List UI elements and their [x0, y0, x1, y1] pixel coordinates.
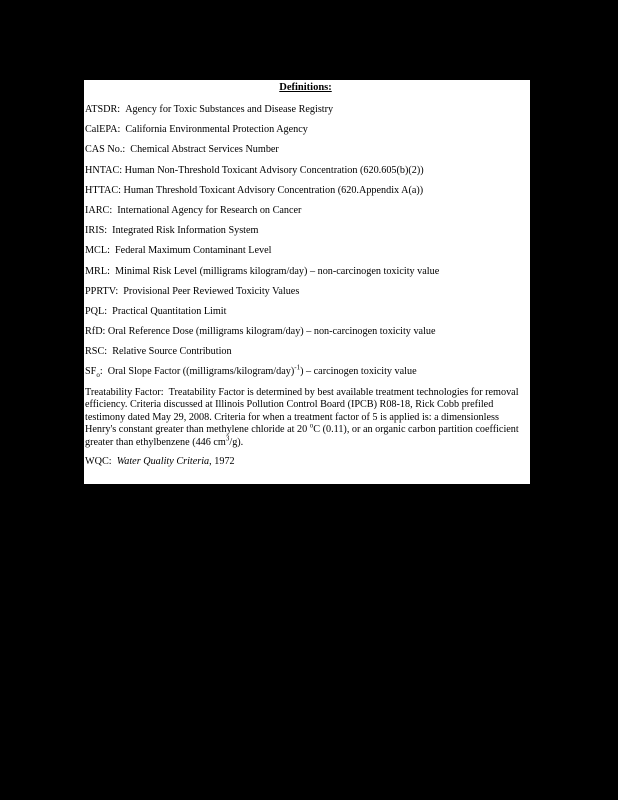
definition-description: Oral Reference Dose (milligrams kilogram/day) – non-carcinogen toxicity value	[107, 326, 436, 338]
definition-description: Federal Maximum Contaminant Level	[115, 245, 272, 257]
definition-term: ATSDR:	[85, 104, 121, 115]
term-main: SF	[85, 366, 97, 378]
definition-term: CalEPA:	[85, 124, 121, 136]
definition-item	[85, 185, 526, 197]
definition-item	[85, 286, 526, 298]
definition-description: International Agency for Research on Cancer	[117, 204, 302, 216]
cubic-superscript: 3	[225, 434, 230, 443]
definition-item	[85, 104, 526, 116]
definition-term: RfD:	[85, 326, 106, 338]
desc-part: C (0.11), or an organic carbon partition coefficient greater than ethylbenzene (446 cm	[85, 424, 519, 448]
definition-term: WQC:	[85, 455, 112, 467]
desc-part: Treatability Factor is determined by best available treatment technologies for removal efficiency. Criteria discussed at Illinois Pollution Control Board (IPCB) R08-18, Rick Cobb prefiled testimony dated May 29, 2008. Criteria for when a treatment factor of 5 is applied is: a dimensionless Henry's constant greater than methylene chloride at 20	[85, 386, 519, 436]
definition-term: PQL:	[85, 305, 108, 317]
definition-description: Provisional Peer Reviewed Toxicity Values	[123, 285, 300, 297]
definition-item	[85, 124, 526, 136]
definition-item	[85, 266, 526, 278]
term-colon: :	[99, 366, 103, 378]
desc-part: Oral Slope Factor ((milligrams/kilogram/day)	[107, 366, 295, 378]
definition-term: MCL:	[85, 245, 110, 257]
definition-description: Human Non-Threshold Toxicant Advisory Concentration (620.605(b)(2))	[124, 164, 424, 176]
definition-item	[85, 165, 526, 177]
definition-term: CAS No.:	[85, 144, 126, 156]
definition-term: HTTAC:	[85, 184, 121, 196]
definitions-list	[85, 104, 526, 468]
definition-item-sfo	[85, 366, 526, 378]
definition-item	[85, 326, 526, 338]
degree-superscript: o	[309, 422, 314, 431]
definition-description: Minimal Risk Level (milligrams kilogram/day) – non-carcinogen toxicity value	[115, 265, 440, 277]
definition-term	[85, 366, 103, 380]
desc-superscript: -1	[294, 364, 301, 373]
definition-description: Human Threshold Toxicant Advisory Concentration (620.Appendix A(a))	[123, 184, 424, 196]
definition-description: Practical Quantitation Limit	[112, 305, 227, 317]
definition-item	[85, 245, 526, 257]
definition-term: Treatability Factor:	[85, 386, 164, 398]
definition-item	[85, 306, 526, 318]
definition-item	[85, 346, 526, 358]
term-subscript: o	[96, 371, 100, 380]
definition-item	[85, 205, 526, 217]
definition-term: IARC:	[85, 204, 113, 216]
definitions-page	[84, 80, 530, 484]
desc-italic-title: Water Quality Criteria	[116, 455, 210, 467]
definition-description: Chemical Abstract Services Number	[130, 144, 279, 156]
definition-term: RSC:	[85, 346, 108, 358]
definition-description: Agency for Toxic Substances and Disease Registry	[125, 104, 334, 115]
definition-term: MRL:	[85, 265, 110, 277]
definition-description: Integrated Risk Information System	[112, 225, 259, 237]
definition-item-wqc	[85, 456, 526, 468]
definition-item	[85, 144, 526, 156]
definition-item	[85, 225, 526, 237]
desc-part: /g).	[229, 437, 244, 448]
desc-part: ) – carcinogen toxicity value	[300, 366, 417, 378]
definition-description: Relative Source Contribution	[112, 346, 232, 358]
definition-term: HNTAC:	[85, 164, 123, 176]
definition-description	[117, 456, 235, 467]
definition-item-treatability	[85, 387, 526, 450]
definition-description: California Environmental Protection Agency	[125, 124, 308, 136]
definition-term: IRIS:	[85, 225, 108, 237]
definition-description	[108, 366, 417, 377]
desc-part: , 1972	[209, 455, 235, 467]
definition-term: PPRTV:	[85, 285, 119, 297]
page-title: Definitions:	[279, 82, 332, 93]
